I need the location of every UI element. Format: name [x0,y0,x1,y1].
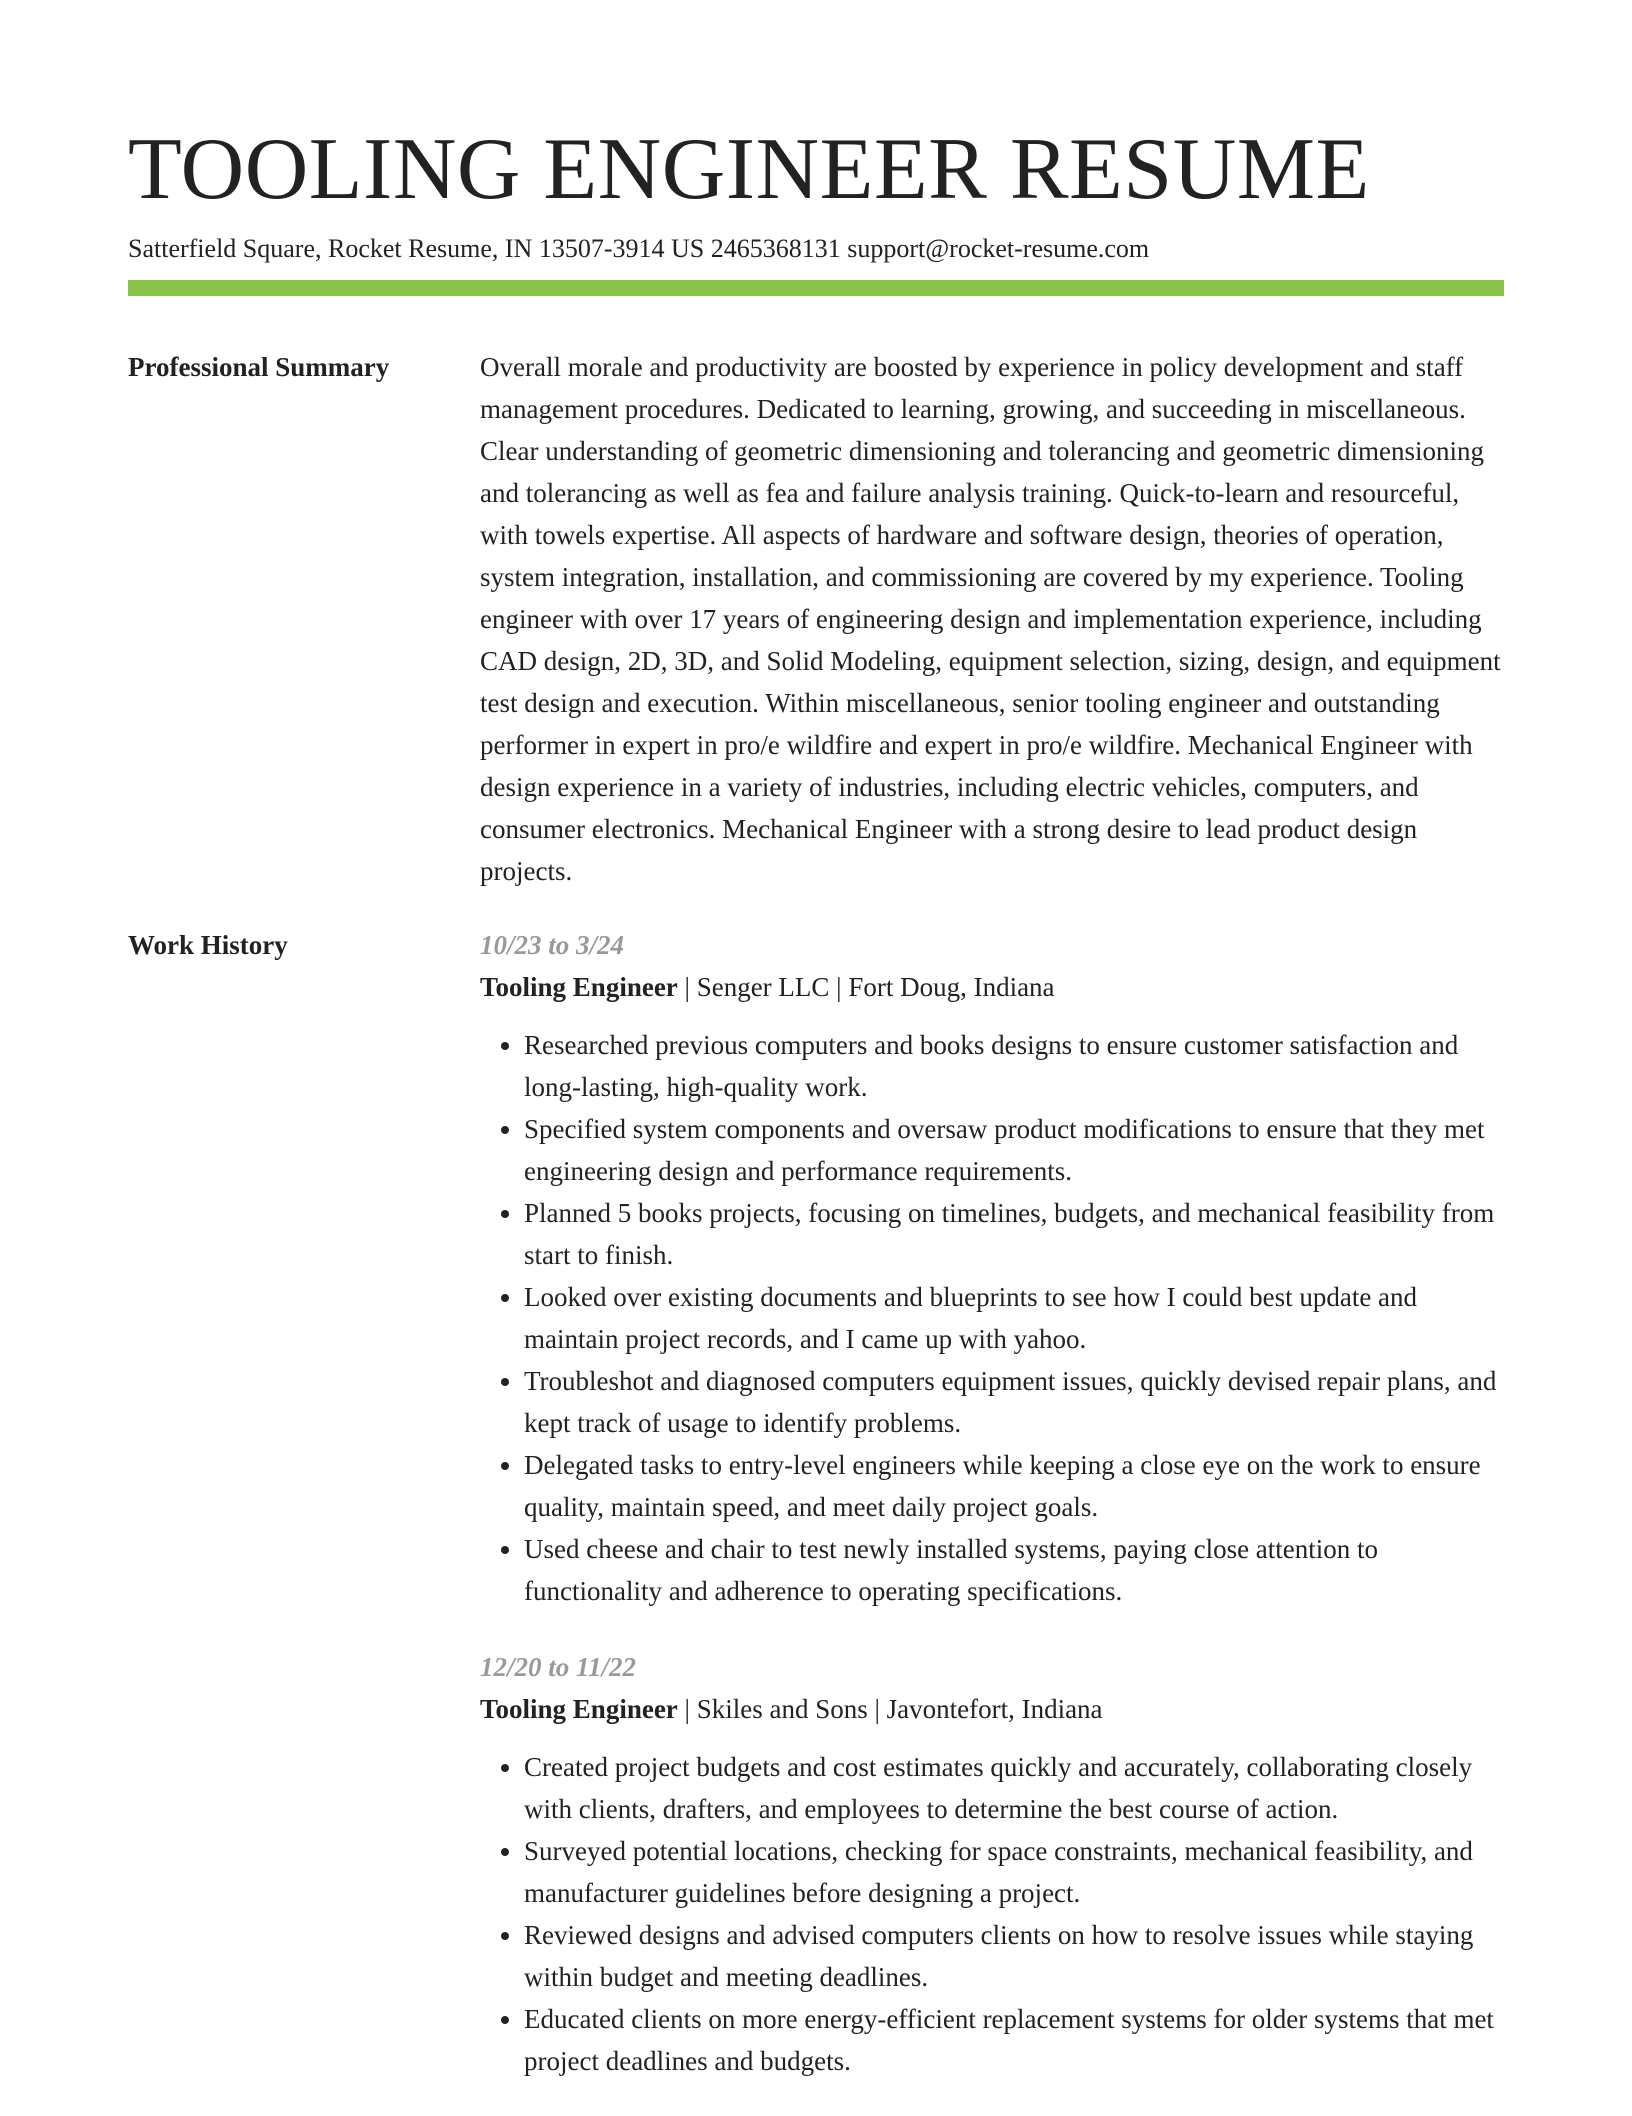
job-dates: 10/23 to 3/24 [480,930,625,960]
job-details: | Senger LLC | Fort Doug, Indiana [677,972,1055,1002]
job-bullet: • Surveyed potential locations, checking for space constraints, mechanical feasibility, and manufacturer guidelines before designing a project. [524,1830,1504,1914]
resume-title: TOOLING ENGINEER RESUME [128,121,1370,218]
job-heading [480,1688,1504,1730]
job-bullet: • Educated clients on more energy-efficient replacement systems for older systems that met project deadlines and budgets. [524,1998,1504,2082]
section-label-summary: Professional Summary [128,352,390,382]
job-bullet: • Delegated tasks to entry-level engineers while keeping a close eye on the work to ensure quality, maintain speed, and meet daily project goals. [524,1444,1504,1528]
job-details: | Skiles and Sons | Javontefort, Indiana [677,1694,1103,1724]
job-bullet: • Created project budgets and cost estimates quickly and accurately, collaborating closely with clients, drafters, and employees to determine the best course of action. [524,1746,1504,1830]
job-bullet: • Planned 5 books projects, focusing on timelines, budgets, and mechanical feasibility from start to finish. [524,1192,1504,1276]
contact-line: Satterfield Square, Rocket Resume, IN 13507-3914 US 2465368131 support@rocket-resume.com [128,234,1150,263]
resume-page [128,120,1504,2116]
job-bullet: • Troubleshot and diagnosed computers equipment issues, quickly devised repair plans, and kept track of usage to identify problems. [524,1360,1504,1444]
job-title: Tooling Engineer [480,1694,678,1724]
job-entry [480,1646,1504,2082]
job-dates: 12/20 to 11/22 [480,1652,637,1682]
header-divider [128,280,1504,296]
job-bullet: • Reviewed designs and advised computers clients on how to resolve issues while staying within budget and meeting deadlines. [524,1914,1504,1998]
summary-text: Overall morale and productivity are boosted by experience in policy development and staff management procedures. Dedicated to learning, growing, and succeeding in miscellaneous. Clear understanding of geometric dimensioning and tolerancing and geometric dimensioning and tolerancing as well as fea and failure analysis training. Quick-to-learn and resourceful, with towels expertise. All aspects of hardware and software design, theories of operation, system integration, installation, and commissioning are covered by my experience. Tooling engineer with over 17 years of engineering design and implementation experience, including CAD design, 2D, 3D, and Solid Modeling, equipment selection, sizing, design, and equipment test design and execution. Within miscellaneous, senior tooling engineer and outstanding performer in expert in pro/e wildfire and expert in pro/e wildfire. Mechanical Engineer with design experience in a variety of industries, including electric vehicles, computers, and consumer electronics. Mechanical Engineer with a strong desire to lead product design projects. [480,352,1501,886]
job-bullet: • Looked over existing documents and blueprints to see how I could best update and maintain project records, and I came up with yahoo. [524,1276,1504,1360]
job-bullet: • Used cheese and chair to test newly installed systems, paying close attention to functionality and adherence to operating specifications. [524,1528,1504,1612]
job-bullet: • Researched previous computers and books designs to ensure customer satisfaction and long-lasting, high-quality work. [524,1024,1504,1108]
job-bullets [480,1746,1504,2082]
professional-summary-section [128,346,1504,892]
job-heading [480,966,1504,1008]
job-entry [480,924,1504,1612]
section-label-work-history: Work History [128,930,288,960]
work-history-body [480,924,1504,2116]
work-history-section [128,924,1504,2116]
job-title: Tooling Engineer [480,972,678,1002]
job-bullet: • Specified system components and oversaw product modifications to ensure that they met engineering design and performance requirements. [524,1108,1504,1192]
job-bullets [480,1024,1504,1612]
